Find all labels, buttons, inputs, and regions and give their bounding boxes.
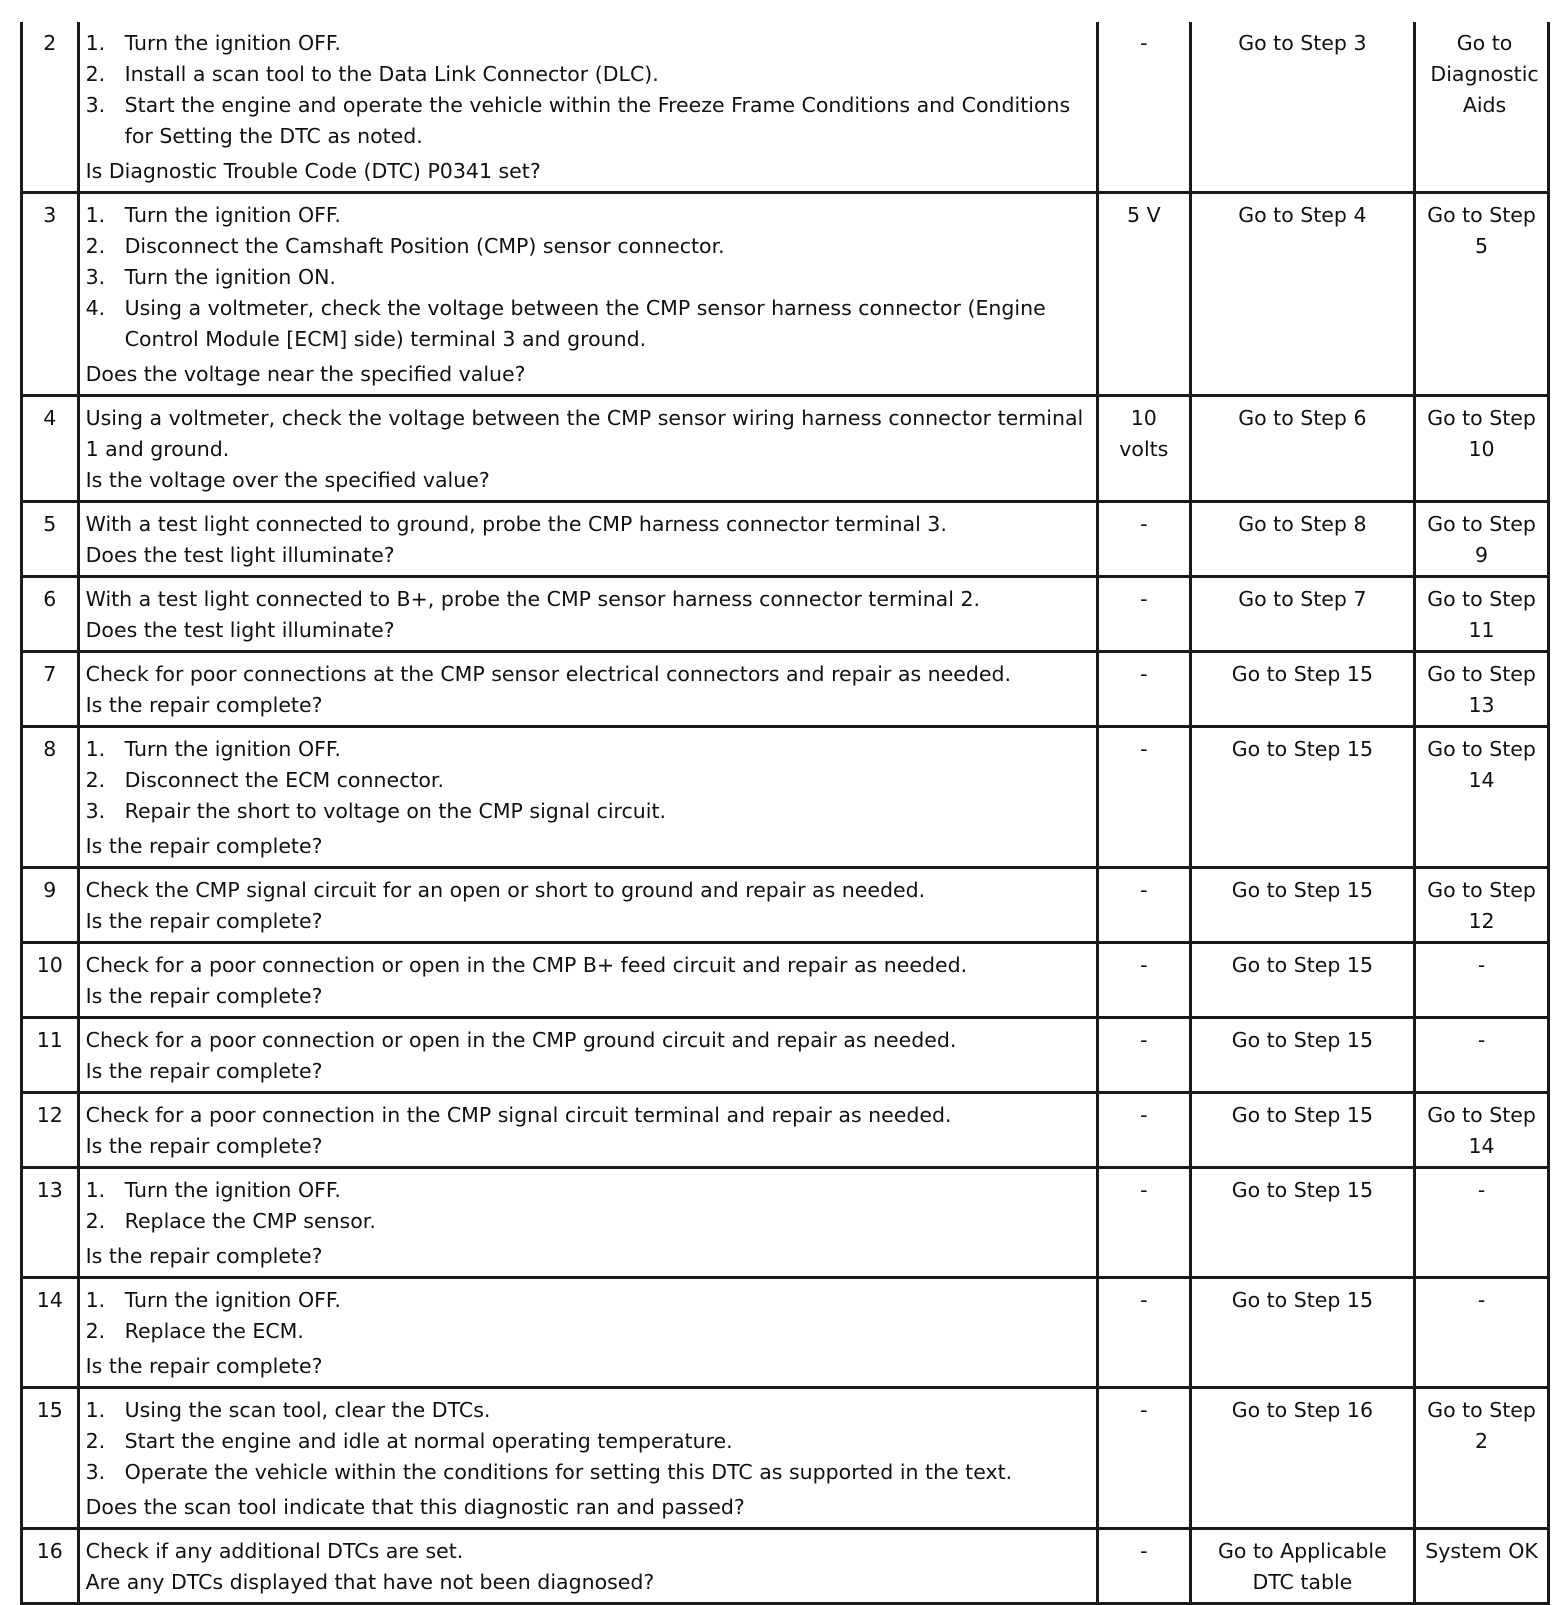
value-cell: -: [1097, 1018, 1190, 1093]
action-steps-list: [86, 1285, 1090, 1347]
table-row: [22, 1529, 1549, 1604]
action-step: [86, 200, 1090, 231]
step-number: 2: [22, 22, 79, 193]
action-step: [86, 1285, 1090, 1316]
step-number: 15: [22, 1388, 79, 1529]
yes-cell: Go to Step 16: [1190, 1388, 1414, 1529]
action-question: Is the repair complete?: [85, 909, 323, 933]
step-number: 3: [22, 193, 79, 396]
action-step-number: 4.: [85, 296, 106, 320]
action-question: Is the repair complete?: [85, 834, 323, 858]
action-instruction: Check for a poor connection in the CMP signal circuit terminal and repair as needed.: [85, 1103, 952, 1127]
yes-cell: Go to Step 15: [1190, 1278, 1414, 1388]
no-cell: -: [1415, 1278, 1549, 1388]
action-step-text: Turn the ignition OFF.: [124, 31, 341, 55]
action-step-number: 2.: [85, 768, 106, 792]
no-cell: -: [1415, 943, 1549, 1018]
step-number: 14: [22, 1278, 79, 1388]
action-instruction: With a test light connected to B+, probe the CMP sensor harness connector terminal 2.: [85, 587, 981, 611]
no-cell: Go to Diagnostic Aids: [1415, 22, 1549, 193]
action-cell: [78, 1529, 1097, 1604]
action-step-text: Turn the ignition OFF.: [124, 203, 341, 227]
action-cell: [78, 1278, 1097, 1388]
yes-cell: Go to Step 15: [1190, 1018, 1414, 1093]
action-step: [86, 1175, 1090, 1206]
action-step-text: Turn the ignition OFF.: [124, 737, 341, 761]
action-instruction: Check for poor connections at the CMP sensor electrical connectors and repair as needed.: [85, 662, 1012, 686]
action-step-number: 1.: [85, 1178, 106, 1202]
action-instruction: Check if any additional DTCs are set.: [85, 1539, 464, 1563]
table-row: [22, 1388, 1549, 1529]
action-step: [86, 293, 1090, 355]
action-question: Does the scan tool indicate that this diagnostic ran and passed?: [85, 1495, 745, 1519]
action-cell: [78, 193, 1097, 396]
no-cell: -: [1415, 1168, 1549, 1278]
action-instruction: Check for a poor connection or open in the CMP ground circuit and repair as needed.: [85, 1028, 957, 1052]
action-step-number: 2.: [85, 1209, 106, 1233]
step-number: 8: [22, 727, 79, 868]
action-question: Does the voltage near the specified value?: [85, 362, 526, 386]
diagnostic-table: [20, 22, 1550, 1605]
yes-cell: Go to Step 15: [1190, 1093, 1414, 1168]
action-step-number: 3.: [85, 93, 106, 117]
no-cell: Go to Step 5: [1415, 193, 1549, 396]
action-cell: [78, 396, 1097, 502]
action-step-text: Using the scan tool, clear the DTCs.: [124, 1398, 491, 1422]
action-step: [86, 262, 1090, 293]
table-row: [22, 193, 1549, 396]
action-step-text: Turn the ignition OFF.: [124, 1178, 341, 1202]
no-cell: Go to Step 14: [1415, 727, 1549, 868]
step-number: 6: [22, 577, 79, 652]
table-row: [22, 1168, 1549, 1278]
action-steps-list: [86, 28, 1090, 152]
action-cell: [78, 652, 1097, 727]
action-cell: [78, 22, 1097, 193]
action-instruction: Using a voltmeter, check the voltage between the CMP sensor wiring harness connector terminal 1 and ground.: [85, 406, 1084, 461]
yes-cell: Go to Step 7: [1190, 577, 1414, 652]
action-step-number: 1.: [85, 31, 106, 55]
step-number: 11: [22, 1018, 79, 1093]
action-step-number: 1.: [85, 1398, 106, 1422]
table-row: [22, 22, 1549, 193]
no-cell: Go to Step 10: [1415, 396, 1549, 502]
value-cell: -: [1097, 1529, 1190, 1604]
action-step-text: Disconnect the Camshaft Position (CMP) sensor connector.: [124, 234, 725, 258]
action-step: [86, 1457, 1090, 1488]
action-step-number: 3.: [85, 799, 106, 823]
value-cell: -: [1097, 577, 1190, 652]
action-step-text: Using a voltmeter, check the voltage between the CMP sensor harness connector (Engine Control Module [ECM] side) terminal 3 and ground.: [124, 296, 1046, 351]
table-row: [22, 868, 1549, 943]
table-row: [22, 396, 1549, 502]
action-step: [86, 231, 1090, 262]
value-cell: -: [1097, 868, 1190, 943]
step-number: 5: [22, 502, 79, 577]
action-cell: [78, 1168, 1097, 1278]
action-step-text: Turn the ignition ON.: [124, 265, 336, 289]
yes-cell: Go to Step 4: [1190, 193, 1414, 396]
action-question: Is the voltage over the specified value?: [85, 468, 490, 492]
step-number: 7: [22, 652, 79, 727]
action-step: [86, 59, 1090, 90]
no-cell: Go to Step 11: [1415, 577, 1549, 652]
action-question: Is the repair complete?: [85, 1059, 323, 1083]
no-cell: Go to Step 9: [1415, 502, 1549, 577]
step-number: 4: [22, 396, 79, 502]
table-row: [22, 577, 1549, 652]
yes-cell: Go to Step 15: [1190, 943, 1414, 1018]
value-cell: -: [1097, 652, 1190, 727]
value-cell: -: [1097, 1388, 1190, 1529]
action-cell: [78, 502, 1097, 577]
action-step-text: Start the engine and operate the vehicle within the Freeze Frame Conditions and Conditions for Setting the DTC as noted.: [124, 93, 1071, 148]
value-cell: -: [1097, 727, 1190, 868]
table-row: [22, 652, 1549, 727]
value-cell: 10 volts: [1097, 396, 1190, 502]
action-step-text: Start the engine and idle at normal operating temperature.: [124, 1429, 733, 1453]
action-step-text: Turn the ignition OFF.: [124, 1288, 341, 1312]
yes-cell: Go to Applicable DTC table: [1190, 1529, 1414, 1604]
action-cell: [78, 727, 1097, 868]
table-row: [22, 1093, 1549, 1168]
action-step-number: 2.: [85, 62, 106, 86]
action-question: Is Diagnostic Trouble Code (DTC) P0341 set?: [85, 159, 541, 183]
action-step-text: Disconnect the ECM connector.: [124, 768, 444, 792]
action-instruction: Check the CMP signal circuit for an open or short to ground and repair as needed.: [85, 878, 926, 902]
action-step: [86, 28, 1090, 59]
no-cell: Go to Step 2: [1415, 1388, 1549, 1529]
table-row: [22, 1278, 1549, 1388]
action-step-number: 1.: [85, 203, 106, 227]
action-instruction: Check for a poor connection or open in the CMP B+ feed circuit and repair as needed.: [85, 953, 968, 977]
yes-cell: Go to Step 15: [1190, 727, 1414, 868]
action-question: Does the test light illuminate?: [85, 543, 395, 567]
action-step-number: 2.: [85, 1429, 106, 1453]
action-cell: [78, 1388, 1097, 1529]
action-cell: [78, 1018, 1097, 1093]
action-step: [86, 1426, 1090, 1457]
action-step-text: Repair the short to voltage on the CMP signal circuit.: [124, 799, 667, 823]
yes-cell: Go to Step 15: [1190, 652, 1414, 727]
no-cell: System OK: [1415, 1529, 1549, 1604]
value-cell: -: [1097, 502, 1190, 577]
action-cell: [78, 1093, 1097, 1168]
action-cell: [78, 868, 1097, 943]
table-row: [22, 943, 1549, 1018]
action-instruction: With a test light connected to ground, probe the CMP harness connector terminal 3.: [85, 512, 947, 536]
step-number: 16: [22, 1529, 79, 1604]
no-cell: -: [1415, 1018, 1549, 1093]
action-steps-list: [86, 1175, 1090, 1237]
value-cell: 5 V: [1097, 193, 1190, 396]
action-step-number: 2.: [85, 1319, 106, 1343]
no-cell: Go to Step 14: [1415, 1093, 1549, 1168]
yes-cell: Go to Step 15: [1190, 1168, 1414, 1278]
action-step-number: 2.: [85, 234, 106, 258]
action-step: [86, 90, 1090, 152]
action-question: Is the repair complete?: [85, 1244, 323, 1268]
action-step: [86, 1206, 1090, 1237]
action-step-text: Replace the CMP sensor.: [124, 1209, 376, 1233]
action-steps-list: [86, 200, 1090, 355]
value-cell: -: [1097, 22, 1190, 193]
action-step: [86, 796, 1090, 827]
action-step: [86, 1395, 1090, 1426]
step-number: 13: [22, 1168, 79, 1278]
diagnostic-table-body: [22, 22, 1549, 1604]
action-step-number: 3.: [85, 265, 106, 289]
table-row: [22, 502, 1549, 577]
step-number: 10: [22, 943, 79, 1018]
step-number: 12: [22, 1093, 79, 1168]
no-cell: Go to Step 13: [1415, 652, 1549, 727]
value-cell: -: [1097, 1093, 1190, 1168]
step-number: 9: [22, 868, 79, 943]
no-cell: Go to Step 12: [1415, 868, 1549, 943]
value-cell: -: [1097, 943, 1190, 1018]
action-step-text: Replace the ECM.: [124, 1319, 304, 1343]
action-step: [86, 1316, 1090, 1347]
action-steps-list: [86, 734, 1090, 827]
action-question: Is the repair complete?: [85, 1134, 323, 1158]
value-cell: -: [1097, 1278, 1190, 1388]
action-step-text: Operate the vehicle within the conditions for setting this DTC as supported in the text.: [124, 1460, 1013, 1484]
value-cell: -: [1097, 1168, 1190, 1278]
table-row: [22, 727, 1549, 868]
action-step: [86, 734, 1090, 765]
action-steps-list: [86, 1395, 1090, 1488]
action-question: Is the repair complete?: [85, 1354, 323, 1378]
action-question: Are any DTCs displayed that have not been diagnosed?: [85, 1570, 655, 1594]
action-step-number: 3.: [85, 1460, 106, 1484]
action-step-text: Install a scan tool to the Data Link Connector (DLC).: [124, 62, 659, 86]
action-step-number: 1.: [85, 1288, 106, 1312]
yes-cell: Go to Step 3: [1190, 22, 1414, 193]
table-row: [22, 1018, 1549, 1093]
action-step: [86, 765, 1090, 796]
action-question: Does the test light illuminate?: [85, 618, 395, 642]
yes-cell: Go to Step 15: [1190, 868, 1414, 943]
action-question: Is the repair complete?: [85, 693, 323, 717]
action-cell: [78, 577, 1097, 652]
action-question: Is the repair complete?: [85, 984, 323, 1008]
action-cell: [78, 943, 1097, 1018]
yes-cell: Go to Step 6: [1190, 396, 1414, 502]
yes-cell: Go to Step 8: [1190, 502, 1414, 577]
action-step-number: 1.: [85, 737, 106, 761]
